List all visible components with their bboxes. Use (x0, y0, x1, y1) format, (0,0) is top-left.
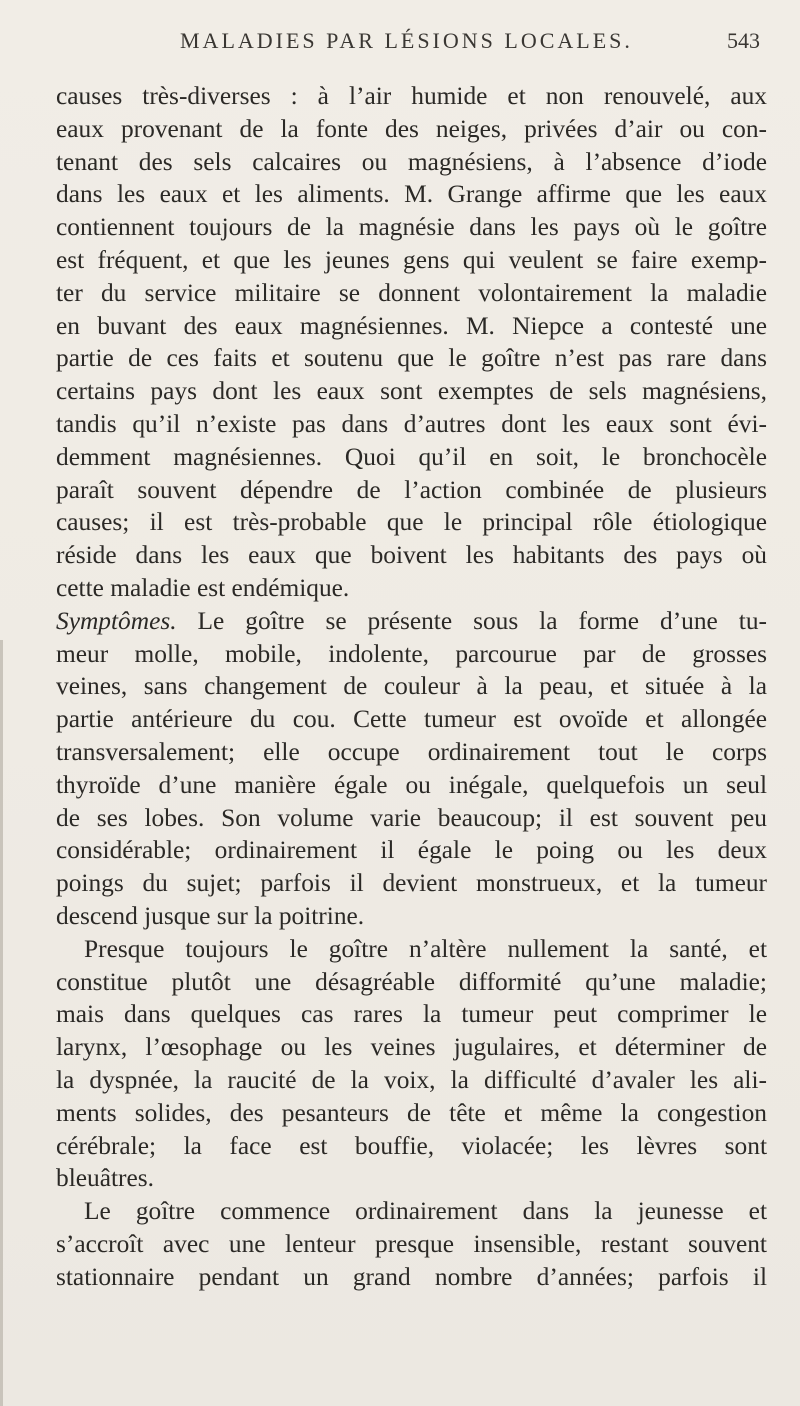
text-line: est fréquent, et que les jeunes gens qui veulent se faire exemp- (56, 245, 767, 274)
text-line: thyroïde d’une manière égale ou inégale, quelquefois un seul (56, 770, 767, 799)
running-head (60, 22, 760, 62)
symptoms-first-line-text: Le goître se présente sous la forme d’une tu- (197, 606, 767, 635)
text-line: Presque toujours le goître n’altère nullement la santé, et (84, 934, 767, 963)
text-line: transversalement; elle occupe ordinairement tout le corps (56, 737, 767, 766)
text-line: Le goître commence ordinairement dans la jeunesse et (84, 1197, 767, 1226)
text-line: paraît souvent dépendre de l’action combinée de plusieurs (56, 475, 767, 504)
text-line: de ses lobes. Son volume varie beaucoup; il est souvent peu (56, 803, 767, 832)
text-line: eaux provenant de la fonte des neiges, privées d’air ou con- (56, 114, 767, 143)
text-line: tandis qu’il n’existe pas dans d’autres dont les eaux sont évi- (56, 409, 767, 438)
running-head-title: MALADIES PAR LÉSIONS LOCALES. (180, 28, 633, 53)
text-line: causes; il est très-probable que le principal rôle étiologique (56, 508, 767, 537)
text-line: cette maladie est endémique. (56, 573, 350, 602)
text-line: s’accroît avec une lenteur presque insensible, restant souvent (56, 1229, 767, 1258)
text-line: partie antérieure du cou. Cette tumeur est ovoïde et allongée (56, 705, 767, 734)
text-line: cérébrale; la face est bouffie, violacée; les lèvres sont (56, 1131, 767, 1160)
text-line: ments solides, des pesanteurs de tête et même la congestion (56, 1098, 767, 1127)
text-line: en buvant des eaux magnésiennes. M. Niepce a contesté une (56, 311, 767, 340)
text-line: mais dans quelques cas rares la tumeur peut comprimer le (56, 1000, 767, 1029)
text-line: poings du sujet; parfois il devient monstrueux, et la tumeur (56, 869, 767, 898)
symptoms-heading: Symptômes. (56, 606, 177, 635)
text-line: la dyspnée, la raucité de la voix, la difficulté d’avaler les ali- (56, 1065, 767, 1094)
text-line: partie de ces faits et soutenu que le goître n’est pas rare dans (56, 344, 767, 373)
text-line: contiennent toujours de la magnésie dans les pays où le goître (56, 213, 767, 242)
text-line: larynx, l’œsophage ou les veines jugulaires, et déterminer de (56, 1033, 767, 1062)
text-line: causes très-diverses : à l’air humide et non renouvelé, aux (56, 82, 767, 110)
page-edge-shadow (0, 640, 3, 1406)
text-line: descend jusque sur la poitrine. (56, 901, 365, 930)
text-line: certains pays dont les eaux sont exemptes de sels magnésiens, (56, 377, 767, 406)
text-line: constitue plutôt une désagréable difformité qu’une maladie; (56, 967, 767, 996)
text-line: ter du service militaire se donnent volontairement la maladie (56, 278, 767, 307)
text-line: bleuâtres. (56, 1164, 154, 1193)
page-number: 543 (727, 28, 760, 53)
text-line: meur molle, mobile, indolente, parcourue par de grosses (56, 639, 767, 668)
text-line: dans les eaux et les aliments. M. Grange affirme que les eaux (56, 180, 767, 209)
text-line: considérable; ordinairement il égale le poing ou les deux (56, 836, 767, 865)
text-line: veines, sans changement de couleur à la peau, et située à la (56, 672, 767, 701)
body-text (56, 80, 767, 1293)
text-line: réside dans les eaux que boivent les habitants des pays où (56, 541, 767, 570)
symptoms-paragraph-first-line (56, 605, 767, 638)
text-line: tenant des sels calcaires ou magnésiens, à l’absence d’iode (56, 147, 767, 176)
text-line: demment magnésiennes. Quoi qu’il en soit, le bronchocèle (56, 442, 767, 471)
text-line: stationnaire pendant un grand nombre d’années; parfois il (56, 1262, 767, 1291)
